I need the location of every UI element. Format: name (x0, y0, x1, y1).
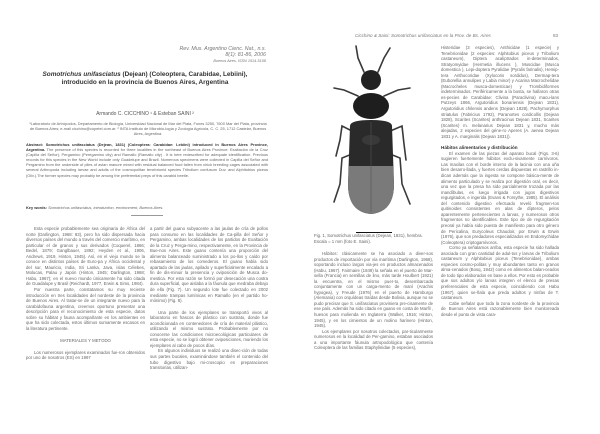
running-head: Cicchino & Saini: Somotrichus unifasciatus en la Prov. de Bs. Aires (355, 33, 491, 38)
abstract-label: Abstract: Somotrichus unifasciatus (Dejean, 1831) (Coleoptera: Carabidae: Lebiini) introduced in Buenos Aires Province, Argentina. (26, 142, 268, 153)
left-column-2 (150, 226, 268, 371)
article-title (40, 71, 250, 87)
journal-citation (179, 46, 266, 64)
journal-name: Rev. Mus. Argentino Cienc. Nat., n.s. (179, 46, 266, 52)
section-heading-feeding: Hábitos alimentarios y distribución (441, 145, 518, 151)
paragraph: Los numerosos ejemplares examinados fue-ron obtenidos por uno de nosotros (ES) en 1997 (26, 349, 145, 361)
keywords-label: Key words: (26, 205, 47, 210)
paragraph: Histeridae (3 especies), Anthicidae (1 especie) y Tenebrionidae (2 especies: Alphitobius piceus y Tribolium castaneum), Diptera acaliptrados in-determinados, Stratyomyidae (Hermetia illucens ), Muscidae (Musca domestica ), Lepi-doptera Pyralidae (Pyralis farinalis), Hemip-tera Anthocoridae (Xylocoris sordidus), Dermap-tera (Euborellia annulipes y Labia minor) y Acarina Macrochelidae (Macrocheles musca-domesticae) y Trombidiformes indeterminados. Periféricamente a la bosta, se hallaron otras es-pecies de Carabidae: Clivina (Paraclivina) macu-lans Putzeys 1866, Argutoridius bonariensis (Dejean 1831), Argutoridius chilensis andens (Dejean 1828), Pachymorphus striatulus (Fabricius 1792), Paranortes cordicollis (Dejean 1828), Scarites (Scarites) anthracinus Dejean 1831, Scarites (Scarites) m. melanarius Dejean 1831 y, mucho más alejadas, 2 especies del géne-ro Aperes (A. aenea Dejean 1831 y A. marginalis (Dejean 1831)). (441, 45, 559, 139)
abstract (26, 142, 268, 178)
paragraph: Esta especie probablemente sea originaria de África del norte (Darlington, 1968: 83), pero ha sido dispersada hacia diversos países del mundo a través del comercio marítimo, en particular el de granos y sus derivados (Coquerel, 1866; Bedel, 1879; Ganglbauer, 1892; Heyden et al., 1906, Andrews, 1919, Hinton, 1945). Así, en el viejo mundo se la conoce en distintos países de Euro-pa y África occidental y del sur, Mauricio, India, Sri Lanka, Java, islas Célebes, Molucas, Palau y Japón (Hinton, 1945; Darlington, 1968; Habu, 1967); en el nuevo mundo únicamente ha sido citada de Guadalupe y Brasil (Reichardt, 1977, Erwin & Sims, 1984). (26, 226, 145, 287)
section-divider (131, 215, 163, 216)
journal-issn: Buenos Aires, ISSN 1514-5158 (213, 59, 266, 63)
journal-volume: 8(1): 81-86, 2006 (225, 52, 266, 58)
keywords-text: Somotrichus unifasciatus, introduction, environment, Buenos Aires. (46, 205, 164, 210)
paragraph: Por nuestra parte, constatamos su muy reciente introducción en tres localidades del nordeste de la provincia de Buenos Aires. Al tratar-se de un integrante nuevo para la carabidofauna argentina, creemos oportuno presentar una descripción para el reconocimiento de esta especie, datos sobre su hábitat y fauna acompañante en los ambientes en que ha sido colectada, estos últimos sumamente escasos en la literatura pertinente. (26, 287, 145, 331)
right-column-2 (441, 45, 559, 317)
paragraph: En algunos individuos se realizó una disec-ción de todas sus partes bucales, examinándose también el contenido del tubo digestivo bajo mi-croscopio en preparaciones transitorias, utilizan- (150, 348, 268, 371)
beetle-head (361, 70, 381, 90)
paragraph: El examen de las piezas del aparato bucal (Figs. 3-6) sugieren fuertemente hábitos exclu-sivamente carnívoros. Las maxilas con el borde interno de la lacinia con una uña bien desarro-llada, y fuertes cerdas dispuestas en rastrillo in-dican además que la ingesta se compone básica-mente de alimento particulado y se realiza por digestión oral, es decir, una vez que la presa ha sido parcialmente trozada por las mandíbulas, es luego irrigada con jugos digestivos regurgitados, e ingerida (Evans & Forsythe, 1985). El análisis del contenido digestivo efectuado reveló fragmen-tos quitinoides consistentes en alas de dípteros, pelos aparentemente pertenecientes a larvas, y numerosos otros fragmentos no identificables. Este tipo de de regurgitación preoral ya había sido puesta de manifiesto para otro género de Pericalina, Eurycoleus Chaudoir, por Erwin & Erwin (1976), que son predadores especializados en Endomychidae (Coleoptera) criptogamívoros. (441, 150, 560, 245)
title-rest: (Dejean) (Coleoptera, Carabidae, Lebiini), introducido en la provincia de Buenos Aires, Argentina (61, 71, 248, 86)
page-number: 83 (553, 33, 559, 38)
beetle-pronotum (353, 93, 389, 119)
paragraph: Hábitos: clásicamente se ha asociado a diver-sos productos de importación por vía marítima (Darlington, 1968), soportando incluso largos via-jes en productos almacenados (Habu, 1967). Fairmaire (1849) la señala en el puerto de Mar-sella (Francia) en semillas de lino, más tarde Houlbert (1921) la encuentra, en el mismo puer-to, desembarcada conjuntamente con un carga-mento de maní (Arachis hypogea), y Freude (1976) en el puerto de Hamburgo (Alemania) con orquídeas traídas desde Bolivia, aunque no se pudo precisar que S. unifasciatus proviniera pre-cisamente de ese país. Además ha sido citado en guano en costa de Marfil , huesos para molienda en Inglaterra (Walker, 1916; Hinton, 1945), y en los cimientos de un molino harinero (Hinton, 1945). (314, 251, 433, 329)
figure-caption: Fig. 1, Somotrichus unifasciatus (Dejean, 1831), hembra. Escala = 1 mm (foto E. Saini). (314, 233, 423, 244)
section-heading-methods: MATERIALES Y METODO (60, 338, 111, 344)
beetle-figure (306, 44, 436, 224)
left-column-1 (26, 226, 145, 361)
paragraph: Los ejemplares por nosotros colectados, par-ticularmente numerosos en la localidad de Per-gamino, estaban asociados a una importante fáunula artropodológica que contenía Coleoptera de las familias Staphylinidae (5 especies), (314, 328, 433, 351)
right-column-1 (314, 251, 433, 351)
paragraph: Cabe señalar que toda la zona nordeste de la provincia de Buenos Aires está razonablemente bien monitoreada desde el punto de vista cara- (441, 300, 559, 317)
paragraph: a partir del guano subyacente a las jaulas de cría de pollos para consumo en las localidades de Ca-pilla del Señor y Pergamino, ambas localidades de los partidos de Exaltación de la Cruz y Perga-mino, respectivamente, en la Provincia de Bue-nos Aires. Este guano contenía una proporción del alimento balanceado suministrado a los po-llos y caído por rebasamiento de los comederos. El guano había sido apartado de las jaulas, apilado y superficialmente encalado a fin de dis-minuir la presencia y oviposición de Musca do-mestica. Por esta razón se formó por desecación una costra dura superficial, que aislaba a la fáunula que medraba debajo de ella (Fig. 7). Un segundo lote fue colectado en 2002 mediante trampas lumínicas en Ramallo (en el partido ho-mónimo) (Fig. 8). (150, 226, 268, 304)
authors: Armando C. CICCHINO ¹ & Esteban SAINI ² (96, 111, 194, 117)
affiliations: ¹Laboratorio de Artrópodos, Departamento de Biología, Universidad Nacional de Mar del Plata, Funes 3250, 7600 Mar del Plata, provincia de Buenos Aires; e-mail cicchino@copetel.com.ar. ² INTA Instituto de Microbio-logía y Zoología Agrícola, C. C. 25, 1712 Castelar, Buenos Aires, Argentina. (29, 121, 267, 136)
abstract-text: The presence of this species is recorded for three localities in the northeast of Buenos Aires Province: Exaltación de la Cruz (Capilla del Señor), Pergamino (Peregamino city) and Ramallo (Ramallo city) . It is here redescribed for adequate identification. Previous records for this species in the New World include only Guadelupe and Brazil. Numerous specimens were collected in Capilla del Señor and Pergamino from the underside of piles of avian manure mixed with residual balanced food fallen from chick breeding cages associated with several Arthropoda including larvae and adults of the cosmopolitan tenebrionid species Tribolium confusum Duv. and Alphitobius piceus (Oliv.).The former species may probably be among the preferential preys of this carabid beetle. (26, 147, 268, 178)
paragraph: Una parte de los ejemplares se transportó vivos al laboratorio en frascos de plástico con sustrato, donde fue acondicionada en contenedores de cría de material plástico, utilizando el mismo sustrato. Probablemente por no conocerse las condiciones microecológicas particulares de esta especie, no se logró obtener oviposiciones, muriendo los ejemplares al cabo de pocos días. (150, 309, 268, 348)
keywords (26, 205, 268, 210)
paragraph: Como ya señalamos arriba, esta especie ha sido hallada asociada con gran cantidad de adul-tos y larvas de Tribolium castaneum y Alphitobius piceus (Tenebrionidae), ambas especies cosmo-politas y muy abundantes tanto en granos alma-cenados (Bosq, 1942) como en alimentos balan-ceados de todo tipo elaborados en base a ellos. Por esto es probable que sus adultos y/o larvas integren el elenco de presas preferenciales de esta especie, coincidiendo con Habu (1967), quien se-ñala que preda adultos y ninfas de T. castaneum. (441, 245, 559, 301)
title-species: Somotrichus unifasciatus (42, 71, 121, 78)
